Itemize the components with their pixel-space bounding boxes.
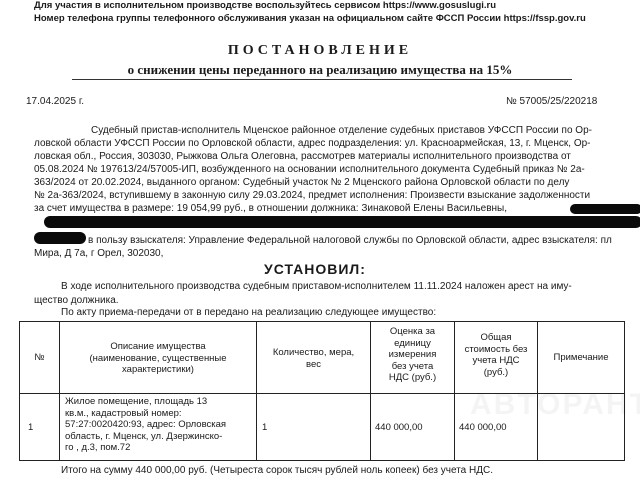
redaction-bar xyxy=(34,232,86,244)
row-unit-price: 440 000,00 xyxy=(375,422,423,433)
section-heading-ustanovil: УСТАНОВИЛ: xyxy=(264,261,366,277)
arrest-line-2: щество должника. xyxy=(34,295,119,306)
body-line-5: 363/2024 от 20.02.2024, выданного органом: Судебный участок № 2 Мценского района Орловской области по делу xyxy=(34,177,570,188)
row-quantity: 1 xyxy=(262,422,268,433)
body-line-1: Судебный пристав-исполнитель Мценское районное отделение судебных приставов УФССП России по Ор- xyxy=(91,125,592,136)
title-underline xyxy=(72,79,572,80)
header-num: № xyxy=(34,352,45,363)
body-line-2: ловской области УФССП России по Орловской области, адрес подразделения: ул. Красноармейская, 13, г. Мценск, Ор- xyxy=(34,138,591,149)
header-total-price: Общая стоимость без учета НДС (руб.) xyxy=(464,332,528,378)
watermark xyxy=(470,388,640,422)
header-unit-price: Оценка за единицу измерения без учета НДС (руб.) xyxy=(388,326,437,383)
header-quantity: Количество, мера, вес xyxy=(272,347,355,370)
total-sum-line: Итого на сумму 440 000,00 руб. (Четыреста сорок тысяч рублей ноль копеек) без учета НДС. xyxy=(61,465,494,476)
body-line-creditor-address: Мира, Д 7а, г Орел, 302030, xyxy=(34,248,164,259)
header-description: Описание имущества (наименование, существенные характеристики) xyxy=(89,341,227,375)
row-description: Жилое помещение, площадь 13 кв.м., кадастровый номер: 57:27:0020420:93, адрес: Орловская область, г. Мценск, ул. Дзержинско- го , д.3, пом.72 xyxy=(65,396,227,453)
document-title: ПОСТАНОВЛЕНИЕ xyxy=(227,43,413,58)
table-column-divider xyxy=(256,322,257,460)
arrest-line-1: В ходе исполнительного производства судебным приставом-исполнителем 11.11.2024 наложен арест на иму- xyxy=(61,281,572,292)
body-line-7: за счет имущества в размере: 19 054,99 руб., в отношении должника: Зинаковой Елены Васильевны, xyxy=(34,203,508,214)
redaction-bar xyxy=(570,204,640,214)
redaction-bar xyxy=(44,216,640,228)
transfer-note: По акту приема-передачи от в передано на реализацию следующее имущество: xyxy=(61,307,437,318)
row-num: 1 xyxy=(28,422,34,433)
document-subtitle: о снижении цены переданного на реализацию имущества на 15% xyxy=(127,62,513,77)
body-line-creditor: в пользу взыскателя: Управление Федеральной налоговой службы по Орловской области, адрес взыскателя: пл xyxy=(88,235,612,246)
header-note: Примечание xyxy=(553,352,609,363)
body-line-3: ловская обл., Россия, 303030, Рыжкова Ольга Олеговна, рассмотрев материалы исполнительного производства от xyxy=(34,151,571,162)
row-total-price: 440 000,00 xyxy=(459,422,507,433)
header-phone-line: Номер телефона группы телефонного обслуживания указан на официальном сайте ФССП России https://fssp.gov.ru xyxy=(34,13,586,24)
body-line-6: № 2а-363/2024, вступившему в законную силу 29.03.2024, предмет исполнения: Произвести взыскание задолженности xyxy=(34,190,591,201)
document-number: № 57005/25/220218 xyxy=(506,96,598,107)
document-date: 17.04.2025 г. xyxy=(26,96,85,107)
header-services-line: Для участия в исполнительном производстве воспользуйтесь сервисом https://www.gosuslugi.ru xyxy=(34,0,497,11)
body-line-4: 05.08.2024 № 197613/24/57005-ИП, возбужденного на основании исполнительного документа Судебный приказ № 2а- xyxy=(34,164,585,175)
